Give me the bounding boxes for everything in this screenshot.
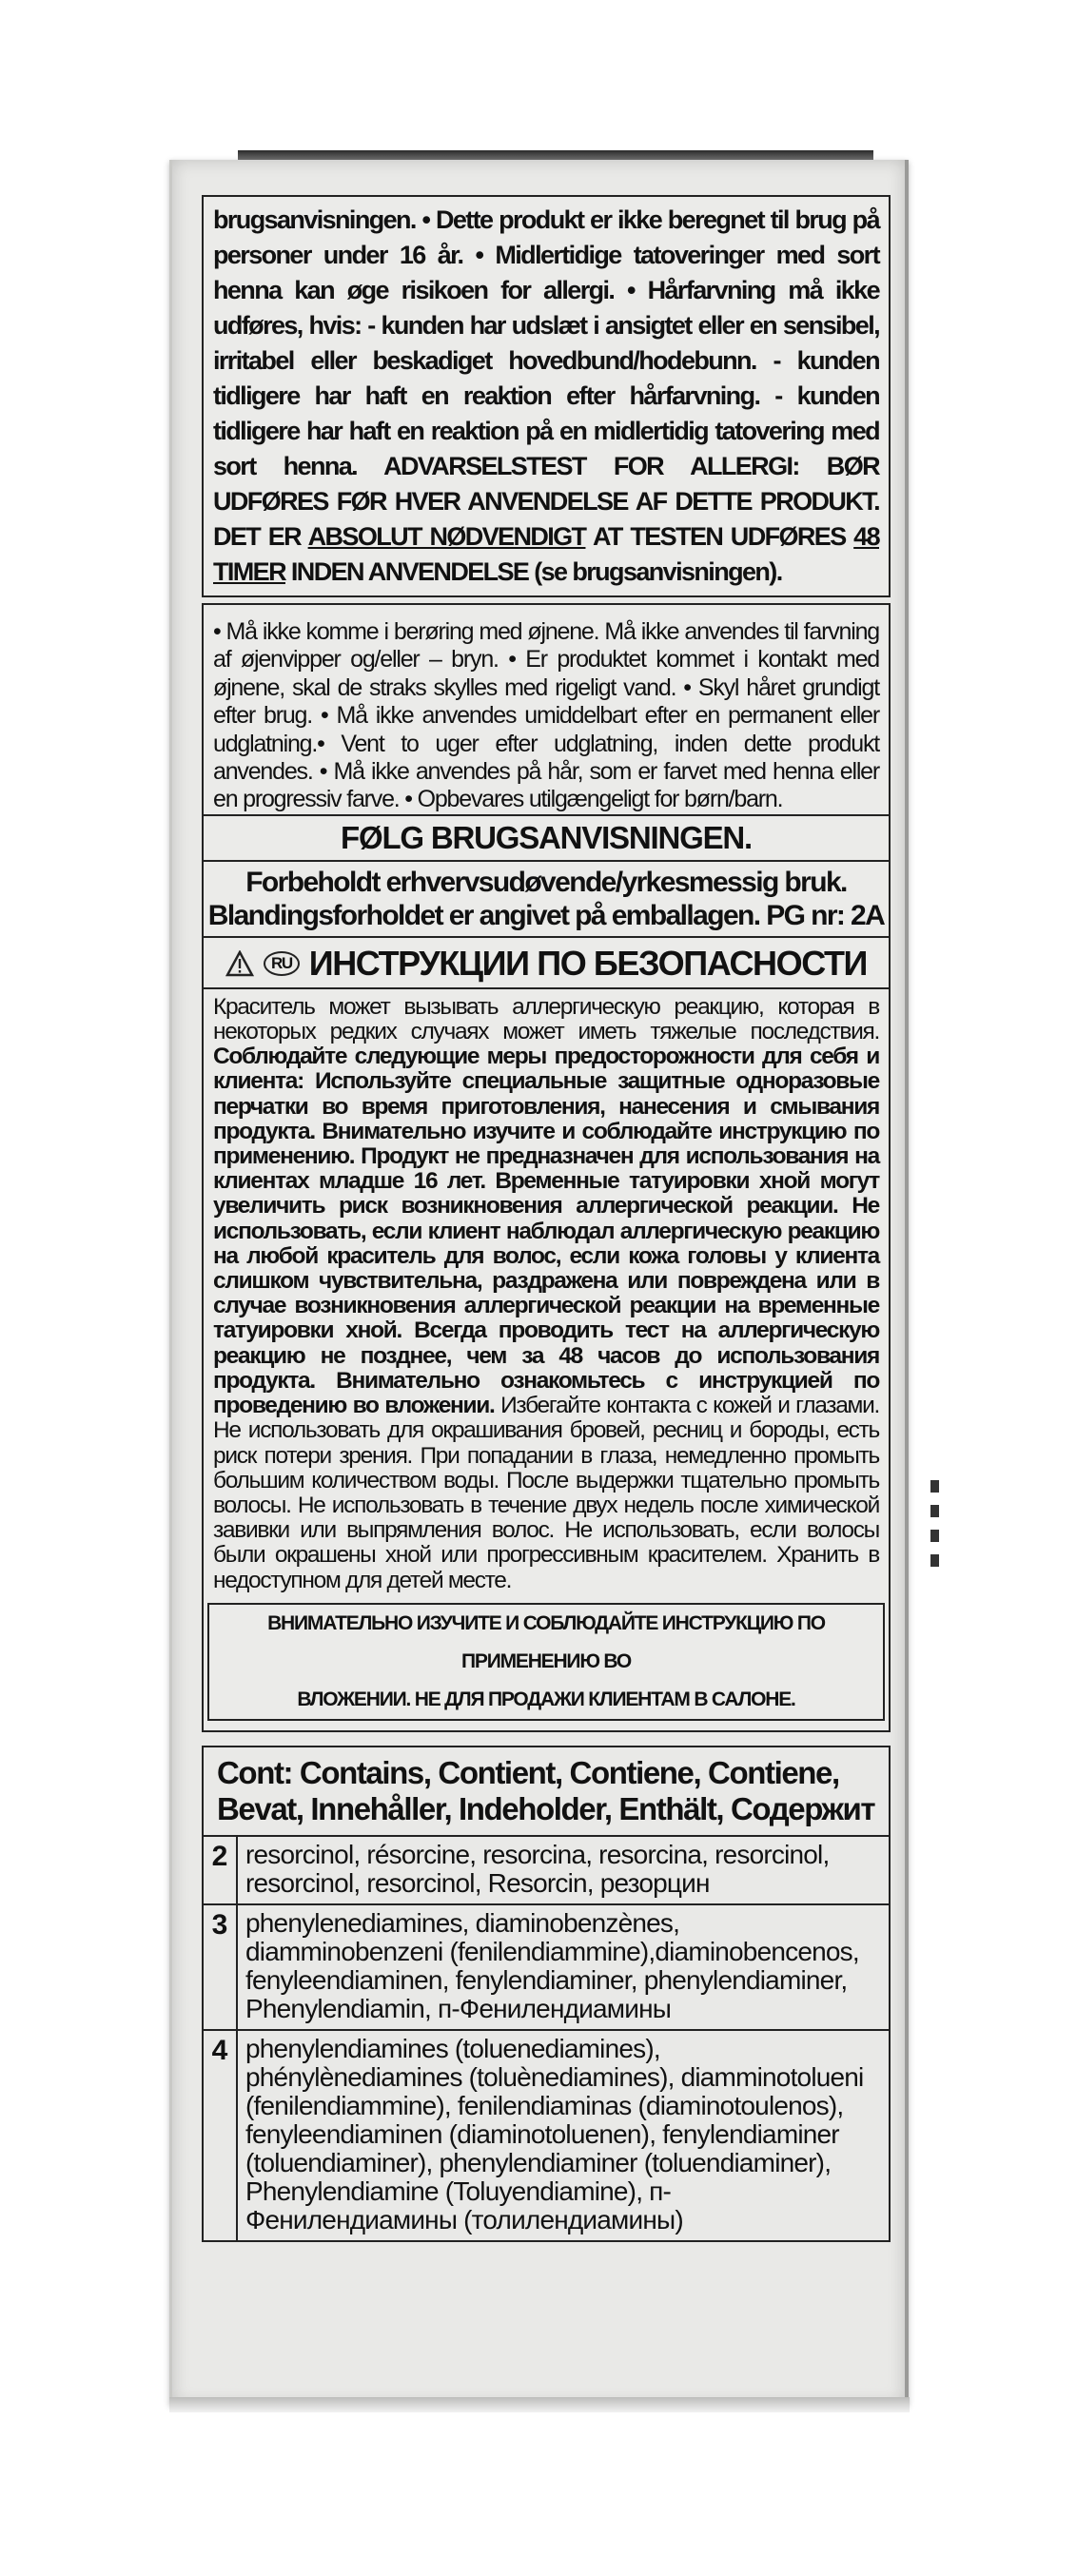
- follow-instructions-heading: FØLG BRUGSANVISNINGEN.: [204, 814, 889, 862]
- ingredient-text: resorcinol, résorcine, resorcina, resorcina, resorcinol, resorcinol, resorcinol, Resorcin, резорцин: [245, 1839, 830, 1898]
- professional-use-line-2: Blandingsforholdet er angivet på emballagen. PG nr: 2A: [207, 899, 885, 931]
- russian-language-badge: RU: [264, 951, 300, 976]
- russian-safety-part-b: Соблюдайте следующие меры предосторожности для себя и клиента: Используйте специальные защитные одноразовые перчатки во время приготовления, нанесения и смывания продукта. Внимательно изучите и соблюдайте инструкцию по применению. Продукт не предназначен для использования на клиентах младше 16 лет. Временные татуировки хной могут увеличить риск возникновения аллергической реакции. Не использовать, если клиент наблюдал аллергическую реакцию на любой краситель для волос, если кожа головы у клиента слишком чувствительна, раздражена или повреждена или в случае возникновения аллергической реакции на временные татуировки хной. Всегда проводить тест на аллергическую реакцию не позднее, чем за 48 часов до использования продукта. Внимательно ознакомьтесь с инструкцией по проведению во вложении.: [213, 1044, 879, 1419]
- danish-warning-text: [213, 203, 879, 590]
- russian-safety-text: [213, 989, 879, 1599]
- warning-triangle-icon: [225, 950, 254, 977]
- ingredient-row: [204, 1905, 889, 2031]
- danish-safety-panel: [202, 603, 891, 1732]
- professional-use-notice: [204, 862, 889, 938]
- danish-warning-emphasis-2: 48 TIMER: [213, 522, 879, 586]
- professional-use-line-1: Forbeholdt erhvervsudøvende/yrkesmessig bruk.: [245, 866, 847, 898]
- ingredient-number: 2: [204, 1837, 238, 1903]
- russian-safety-title: ИНСТРУКЦИИ ПО БЕЗОПАСНОСТИ: [308, 943, 868, 983]
- ingredient-text: phenylendiamines (toluenediamines), phénylènediamines (toluènediamines), diamminotolueni (fenilendiammine), fenilendiaminas (diaminotoulenos), fenyleendiaminen (diaminotoluenen), fenylendiaminer (toluendiaminer), phenylendiaminer (toluendiaminer), Phenylendiamine (Toluyendiamine), п-Фенилендиамины (толилендиамины): [245, 2033, 864, 2234]
- russian-safety-part-c: Избегайте контакта с кожей и глазами. Не использовать для окрашивания бровей, ресниц и бороды, есть риск потери зрения. При попадании в глаза, немедленно промыть большим количеством воды. После выдержки тщательно промыть волосы. Не использовать в течение двух недель после химической завивки или выпрямления волос. Не использовать, если волосы были окрашены хной или прогрессивным красителем. Хранить в недоступном для детей месте.: [213, 1393, 879, 1593]
- box-bottom-edge: [169, 2397, 910, 2412]
- danish-warning-panel: [202, 195, 891, 597]
- ingredients-header: Cont: Contains, Contient, Contiene, Contiene, Bevat, Innehåller, Indeholder, Enthält, Содержит: [204, 1747, 889, 1837]
- russian-note-line-2: ВЛОЖЕНИИ. НЕ ДЛЯ ПРОДАЖИ КЛИЕНТАМ В САЛОНЕ.: [297, 1688, 795, 1710]
- ingredient-number: 4: [204, 2031, 238, 2240]
- russian-note-line-1: ВНИМАТЕЛЬНО ИЗУЧИТЕ И СОБЛЮДАЙТЕ ИНСТРУКЦИЮ ПО ПРИМЕНЕНИЮ ВО: [267, 1611, 825, 1672]
- danish-warning-part3: INDEN ANVENDELSE (se brugsanvisningen).: [290, 557, 782, 586]
- danish-warning-part1: brugsanvisningen. • Dette produkt er ikke beregnet til brug på personer under 16 år. • Midlertidige tatoveringer med sort henna kan øge risikoen for allergi. • Hårfarvning må ikke udføres, hvis: - kunden har udslæt i ansigtet eller en sensibel, irritabel eller beskadiget hovedbund/hodebunn. - kunden tidligere har haft en reaktion efter hårfarvning. - kunden tidligere har haft en reaktion på en midlertidig tatovering med sort henna. ADVARSELSTEST FOR ALLERGI: BØR UDFØRES FØR HVER ANVENDELSE AF DETTE PRODUKT. DET ER: [213, 205, 879, 551]
- russian-instructions-note: [207, 1603, 885, 1721]
- russian-safety-part-a: Краситель может вызывать аллергическую реакцию, которая в некоторых редких случаях может иметь тяжелые последствия.: [213, 993, 879, 1045]
- ingredient-row: [204, 2031, 889, 2240]
- ingredient-row: [204, 1837, 889, 1905]
- danish-warning-emphasis-1: ABSOLUT NØDVENDIGT: [307, 522, 586, 551]
- label-content: [202, 195, 891, 2242]
- danish-safety-text: • Må ikke komme i berøring med øjnene. Må ikke anvendes til farvning af øjenvipper og/eller – bryn. • Er produktet kommet i kontakt med øjnene, skal de straks skylles med rigeligt vand. • Skyl håret grundigt efter brug. • Må ikke anvendes umiddelbart efter en permanent eller udglatning.• Vent to uger efter udglatning, inden dette produkt anvendes. • Må ikke anvendes på hår, som er farvet med henna eller en progressiv farve. • Opbevares utilgængeligt for børn/barn.: [213, 618, 879, 813]
- ingredient-text: phenylenediamines, diaminobenzènes, diamminobenzeni (fenilendiammine),diaminobencenos, fenyleendiaminen, fenylendiaminer, phenylendiaminer, Phenylendiamin, п-Фенилендиамины: [245, 1907, 859, 2023]
- print-registration-marks: [930, 1480, 940, 1579]
- ingredients-table: [202, 1746, 891, 2242]
- russian-safety-heading: [204, 938, 889, 989]
- danish-warning-part2: AT TESTEN UDFØRES: [593, 522, 846, 551]
- ingredient-number: 3: [204, 1905, 238, 2029]
